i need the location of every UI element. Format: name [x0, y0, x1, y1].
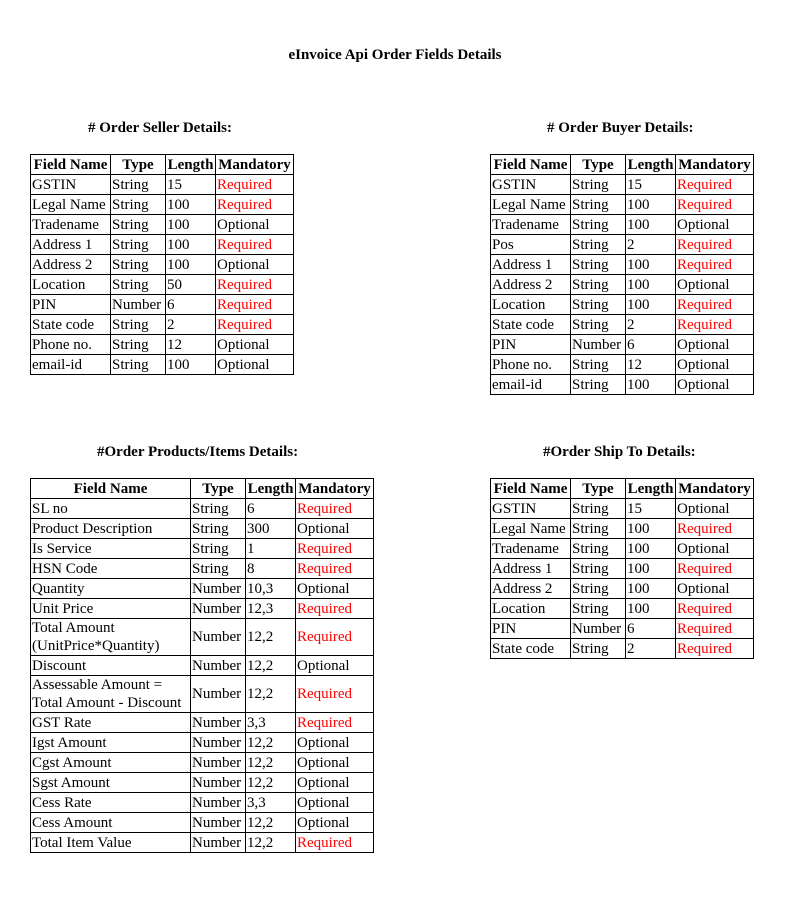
cell-field-name: email-id: [491, 375, 571, 395]
cell-mandatory: Optional: [296, 656, 374, 676]
cell-mandatory: Optional: [296, 733, 374, 753]
cell-field-name: Tradename: [31, 215, 111, 235]
cell-type: String: [111, 235, 166, 255]
cell-field-name: PIN: [31, 295, 111, 315]
column-header-length: Length: [626, 479, 676, 499]
cell-length: 300: [246, 519, 296, 539]
cell-type: String: [191, 519, 246, 539]
cell-mandatory: Required: [296, 619, 374, 656]
seller-details-table: [30, 154, 294, 375]
cell-type: Number: [111, 295, 166, 315]
table-header-row: [31, 479, 374, 499]
cell-mandatory: Optional: [296, 793, 374, 813]
column-header-type: Type: [111, 155, 166, 175]
cell-field-name: State code: [491, 315, 571, 335]
cell-length: 2: [626, 639, 676, 659]
cell-length: 12,2: [246, 813, 296, 833]
cell-field-name: Tradename: [491, 215, 571, 235]
table-row: [31, 713, 374, 733]
table-row: [31, 335, 294, 355]
column-header-length: Length: [246, 479, 296, 499]
cell-field-name: Product Description: [31, 519, 191, 539]
cell-mandatory: Required: [676, 175, 754, 195]
table-row: [491, 559, 754, 579]
cell-mandatory: Optional: [676, 579, 754, 599]
cell-type: Number: [191, 773, 246, 793]
cell-length: 12,3: [246, 599, 296, 619]
cell-mandatory: Required: [676, 559, 754, 579]
cell-length: 10,3: [246, 579, 296, 599]
cell-length: 100: [626, 375, 676, 395]
table-row: [31, 295, 294, 315]
cell-type: String: [571, 599, 626, 619]
shipto-section-title: #Order Ship To Details:: [543, 444, 696, 460]
cell-field-name: Discount: [31, 656, 191, 676]
cell-mandatory: Required: [676, 599, 754, 619]
cell-length: 6: [626, 335, 676, 355]
cell-type: String: [571, 355, 626, 375]
table-row: [31, 499, 374, 519]
cell-field-name: State code: [491, 639, 571, 659]
table-row: [491, 215, 754, 235]
cell-length: 8: [246, 559, 296, 579]
cell-field-name: Address 1: [31, 235, 111, 255]
cell-mandatory: Required: [676, 295, 754, 315]
cell-mandatory: Optional: [296, 773, 374, 793]
cell-field-name: Total Amount (UnitPrice*Quantity): [31, 619, 191, 656]
table-row: [491, 275, 754, 295]
cell-mandatory: Required: [296, 833, 374, 853]
cell-length: 100: [626, 215, 676, 235]
cell-field-name: Phone no.: [491, 355, 571, 375]
cell-type: String: [191, 559, 246, 579]
table-row: [31, 676, 374, 713]
cell-field-name: Pos: [491, 235, 571, 255]
cell-mandatory: Optional: [296, 519, 374, 539]
cell-type: String: [571, 315, 626, 335]
table-row: [31, 519, 374, 539]
cell-length: 12,2: [246, 833, 296, 853]
table-row: [31, 539, 374, 559]
products-details-table: [30, 478, 374, 853]
table-row: [31, 275, 294, 295]
table-row: [491, 355, 754, 375]
cell-type: String: [571, 195, 626, 215]
cell-length: 100: [626, 255, 676, 275]
cell-length: 6: [626, 619, 676, 639]
cell-length: 12,2: [246, 773, 296, 793]
cell-mandatory: Optional: [216, 215, 294, 235]
cell-mandatory: Optional: [676, 275, 754, 295]
cell-field-name: GSTIN: [31, 175, 111, 195]
cell-field-name: Igst Amount: [31, 733, 191, 753]
cell-mandatory: Optional: [676, 375, 754, 395]
cell-field-name: Tradename: [491, 539, 571, 559]
table-row: [31, 813, 374, 833]
table-row: [491, 335, 754, 355]
cell-length: 2: [626, 235, 676, 255]
cell-type: String: [191, 539, 246, 559]
table-row: [491, 175, 754, 195]
cell-type: Number: [191, 813, 246, 833]
table-row: [31, 559, 374, 579]
cell-type: String: [111, 275, 166, 295]
column-header-type: Type: [191, 479, 246, 499]
cell-type: String: [111, 215, 166, 235]
table-row: [31, 235, 294, 255]
cell-length: 12,2: [246, 753, 296, 773]
cell-type: Number: [191, 733, 246, 753]
table-row: [31, 255, 294, 275]
cell-field-name: Address 1: [491, 255, 571, 275]
cell-field-name: Legal Name: [491, 195, 571, 215]
cell-length: 3,3: [246, 713, 296, 733]
cell-mandatory: Required: [676, 519, 754, 539]
column-header-mandatory: Mandatory: [216, 155, 294, 175]
cell-type: String: [571, 375, 626, 395]
cell-length: 12: [626, 355, 676, 375]
cell-mandatory: Optional: [676, 215, 754, 235]
cell-field-name: Total Item Value: [31, 833, 191, 853]
shipto-details-table: [490, 478, 754, 659]
cell-mandatory: Required: [676, 255, 754, 275]
cell-type: Number: [191, 619, 246, 656]
cell-length: 2: [626, 315, 676, 335]
table-row: [491, 519, 754, 539]
table-row: [491, 539, 754, 559]
cell-mandatory: Required: [216, 275, 294, 295]
cell-length: 100: [166, 215, 216, 235]
cell-field-name: Legal Name: [491, 519, 571, 539]
cell-length: 100: [626, 275, 676, 295]
cell-field-name: Phone no.: [31, 335, 111, 355]
cell-field-name: Assessable Amount = Total Amount - Discount: [31, 676, 191, 713]
cell-length: 12,2: [246, 733, 296, 753]
cell-length: 15: [626, 499, 676, 519]
cell-length: 50: [166, 275, 216, 295]
cell-mandatory: Optional: [296, 579, 374, 599]
cell-mandatory: Required: [676, 235, 754, 255]
table-header-row: [491, 479, 754, 499]
cell-length: 12: [166, 335, 216, 355]
cell-mandatory: Optional: [216, 335, 294, 355]
cell-field-name: Sgst Amount: [31, 773, 191, 793]
table-row: [491, 235, 754, 255]
table-row: [31, 733, 374, 753]
cell-type: Number: [191, 656, 246, 676]
cell-field-name: Legal Name: [31, 195, 111, 215]
table-row: [31, 579, 374, 599]
table-row: [31, 195, 294, 215]
column-header-mandatory: Mandatory: [676, 155, 754, 175]
products-section-title: #Order Products/Items Details:: [97, 444, 299, 460]
cell-type: String: [111, 195, 166, 215]
cell-type: Number: [191, 599, 246, 619]
column-header-type: Type: [571, 155, 626, 175]
cell-length: 100: [166, 355, 216, 375]
cell-length: 100: [166, 235, 216, 255]
cell-length: 100: [626, 539, 676, 559]
cell-mandatory: Required: [216, 235, 294, 255]
cell-field-name: GSTIN: [491, 499, 571, 519]
cell-mandatory: Required: [676, 315, 754, 335]
cell-length: 100: [626, 295, 676, 315]
cell-mandatory: Required: [216, 315, 294, 335]
table-header-row: [491, 155, 754, 175]
cell-type: Number: [191, 579, 246, 599]
cell-length: 100: [166, 195, 216, 215]
table-row: [31, 833, 374, 853]
cell-length: 2: [166, 315, 216, 335]
table-header-row: [31, 155, 294, 175]
table-row: [491, 599, 754, 619]
table-row: [31, 753, 374, 773]
cell-mandatory: Required: [296, 599, 374, 619]
cell-mandatory: Optional: [676, 355, 754, 375]
cell-mandatory: Optional: [296, 753, 374, 773]
cell-mandatory: Required: [676, 619, 754, 639]
cell-field-name: Quantity: [31, 579, 191, 599]
cell-type: Number: [191, 833, 246, 853]
column-header-mandatory: Mandatory: [296, 479, 374, 499]
cell-length: 100: [626, 579, 676, 599]
cell-field-name: PIN: [491, 335, 571, 355]
cell-type: String: [571, 639, 626, 659]
buyer-section-title: # Order Buyer Details:: [547, 120, 694, 136]
cell-field-name: GST Rate: [31, 713, 191, 733]
cell-field-name: Cess Rate: [31, 793, 191, 813]
column-header-field-name: Field Name: [31, 479, 191, 499]
buyer-details-table: [490, 154, 754, 395]
cell-mandatory: Optional: [296, 813, 374, 833]
seller-section-title: # Order Seller Details:: [88, 120, 232, 136]
cell-field-name: State code: [31, 315, 111, 335]
cell-type: String: [571, 519, 626, 539]
cell-field-name: Is Service: [31, 539, 191, 559]
cell-mandatory: Required: [296, 499, 374, 519]
cell-type: Number: [191, 676, 246, 713]
column-header-field-name: Field Name: [491, 479, 571, 499]
cell-field-name: email-id: [31, 355, 111, 375]
cell-field-name: Location: [491, 599, 571, 619]
cell-type: String: [111, 175, 166, 195]
table-row: [31, 599, 374, 619]
cell-length: 3,3: [246, 793, 296, 813]
cell-field-name: Address 2: [491, 579, 571, 599]
cell-length: 15: [166, 175, 216, 195]
table-row: [491, 255, 754, 275]
cell-type: Number: [191, 713, 246, 733]
cell-field-name: HSN Code: [31, 559, 191, 579]
table-row: [31, 315, 294, 335]
table-row: [31, 215, 294, 235]
cell-type: String: [571, 295, 626, 315]
cell-mandatory: Optional: [676, 499, 754, 519]
table-row: [31, 793, 374, 813]
cell-mandatory: Optional: [676, 335, 754, 355]
cell-length: 12,2: [246, 676, 296, 713]
table-row: [491, 639, 754, 659]
cell-length: 100: [166, 255, 216, 275]
table-row: [491, 315, 754, 335]
table-row: [491, 619, 754, 639]
cell-mandatory: Required: [296, 539, 374, 559]
cell-length: 6: [166, 295, 216, 315]
column-header-length: Length: [626, 155, 676, 175]
column-header-field-name: Field Name: [491, 155, 571, 175]
table-row: [491, 295, 754, 315]
table-row: [31, 355, 294, 375]
cell-field-name: Cgst Amount: [31, 753, 191, 773]
cell-mandatory: Optional: [676, 539, 754, 559]
cell-length: 100: [626, 519, 676, 539]
cell-field-name: Location: [491, 295, 571, 315]
cell-type: String: [571, 559, 626, 579]
cell-field-name: Unit Price: [31, 599, 191, 619]
cell-field-name: GSTIN: [491, 175, 571, 195]
cell-mandatory: Required: [296, 713, 374, 733]
cell-mandatory: Optional: [216, 355, 294, 375]
cell-field-name: Address 1: [491, 559, 571, 579]
cell-type: Number: [191, 793, 246, 813]
cell-length: 6: [246, 499, 296, 519]
cell-field-name: Address 2: [31, 255, 111, 275]
cell-type: String: [111, 315, 166, 335]
cell-type: String: [571, 215, 626, 235]
table-row: [491, 579, 754, 599]
cell-mandatory: Required: [216, 195, 294, 215]
cell-length: 1: [246, 539, 296, 559]
cell-field-name: Cess Amount: [31, 813, 191, 833]
table-row: [491, 375, 754, 395]
table-row: [31, 656, 374, 676]
cell-field-name: PIN: [491, 619, 571, 639]
cell-length: 100: [626, 195, 676, 215]
cell-type: String: [191, 499, 246, 519]
cell-type: String: [571, 175, 626, 195]
cell-length: 12,2: [246, 619, 296, 656]
cell-type: String: [111, 335, 166, 355]
table-row: [491, 195, 754, 215]
cell-mandatory: Required: [216, 175, 294, 195]
cell-type: String: [111, 255, 166, 275]
cell-mandatory: Required: [296, 676, 374, 713]
cell-type: String: [571, 539, 626, 559]
table-row: [31, 175, 294, 195]
cell-type: String: [571, 499, 626, 519]
cell-type: Number: [571, 335, 626, 355]
cell-mandatory: Required: [676, 639, 754, 659]
table-row: [31, 773, 374, 793]
table-row: [491, 499, 754, 519]
cell-length: 15: [626, 175, 676, 195]
cell-field-name: Location: [31, 275, 111, 295]
cell-field-name: Address 2: [491, 275, 571, 295]
cell-type: Number: [571, 619, 626, 639]
cell-mandatory: Required: [216, 295, 294, 315]
column-header-mandatory: Mandatory: [676, 479, 754, 499]
cell-length: 100: [626, 599, 676, 619]
cell-mandatory: Required: [296, 559, 374, 579]
column-header-type: Type: [571, 479, 626, 499]
cell-field-name: SL no: [31, 499, 191, 519]
cell-length: 12,2: [246, 656, 296, 676]
column-header-field-name: Field Name: [31, 155, 111, 175]
cell-mandatory: Optional: [216, 255, 294, 275]
page-title: eInvoice Api Order Fields Details: [288, 47, 502, 63]
cell-type: String: [571, 275, 626, 295]
cell-type: Number: [191, 753, 246, 773]
table-row: [31, 619, 374, 656]
cell-length: 100: [626, 559, 676, 579]
cell-type: String: [571, 235, 626, 255]
cell-type: String: [111, 355, 166, 375]
cell-type: String: [571, 579, 626, 599]
cell-mandatory: Required: [676, 195, 754, 215]
cell-type: String: [571, 255, 626, 275]
column-header-length: Length: [166, 155, 216, 175]
